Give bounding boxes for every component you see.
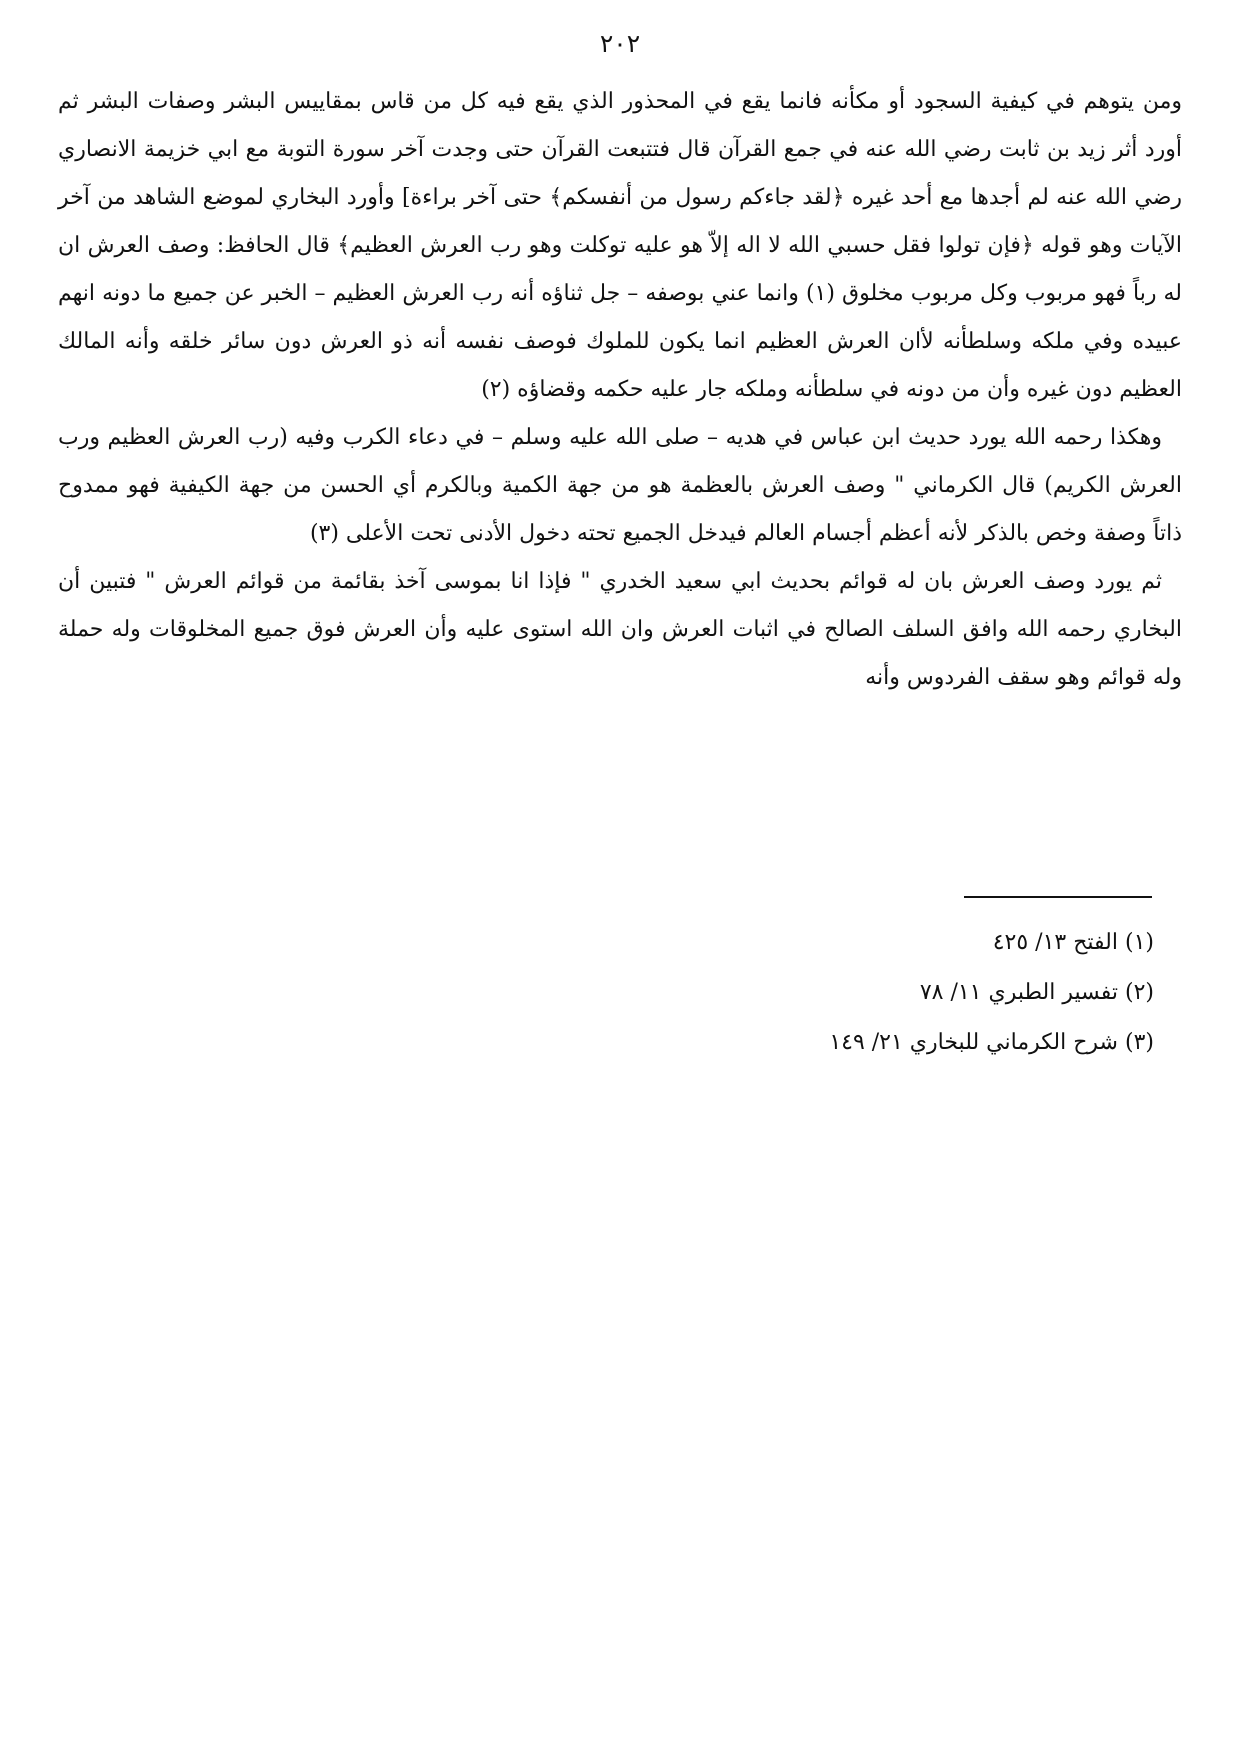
page-number: ٢٠٢ (599, 29, 641, 58)
paragraph-1: ومن يتوهم في كيفية السجود أو مكأنه فانما يقع في المحذور الذي يقع فيه كل من قاس بمقاييس البشر وصفات البشر ثم أورد أثر زيد بن ثابت رضي الله عنه في جمع القرآن قال فتتبعت القرآن حتى وجدت آخر سورة التوبة مع ابي خزيمة الانصاري رضي الله عنه لم أجدها مع أحد غيره ﴿لقد جاءكم رسول من أنفسكم﴾ حتى آخر براءة] وأورد البخاري لموضع الشاهد من آخر الآيات وهو قوله ﴿فإن تولوا فقل حسبي الله لا اله إلاّ هو عليه توكلت وهو رب العرش العظيم﴾ قال الحافظ: وصف العرش ان له رباً فهو مربوب وكل مربوب مخلوق (١) وانما عني بوصفه – جل ثناؤه أنه رب العرش العظيم – الخبر عن جميع ما دونه انهم عبيده وفي ملكه وسلطأنه لأان العرش العظيم انما يكون للملوك فوصف نفسه أنه ذو العرش دون سائر خلقه وأنه المالك العظيم دون غيره وأن من دونه في سلطأنه وملكه جار عليه حكمه وقضاؤه (٢) (58, 89, 1183, 402)
footnotes (554, 918, 1154, 1068)
footnote-separator (964, 896, 1152, 898)
footnote-2: (٢) تفسير الطبري ١١/ ٧٨ (919, 980, 1154, 1005)
paragraph-2: وهكذا رحمه الله يورد حديث ابن عباس في هديه – صلى الله عليه وسلم – في دعاء الكرب وفيه (رب العرش العظيم ورب العرش الكريم) قال الكرماني " وصف العرش بالعظمة هو من جهة الكمية وبالكرم أي الحسن من جهة الكيفية فهو ممدوح ذاتاً وصفة وخص بالذكر لأنه أعظم أجسام العالم فيدخل الجميع تحته دخول الأدنى تحت الأعلى (٣) (58, 425, 1182, 546)
footnote-1: (١) الفتح ١٣/ ٤٢٥ (992, 930, 1154, 955)
paragraph-3: ثم يورد وصف العرش بان له قوائم بحديث ابي سعيد الخدري " فإذا انا بموسى آخذ بقائمة من قوائم العرش " فتبين أن البخاري رحمه الله وافق السلف الصالح في اثبات العرش وان الله استوى عليه وأن العرش فوق جميع المخلوقات وله حملة وله قوائم وهو سقف الفردوس وأنه (58, 569, 1182, 690)
body-text (58, 78, 1182, 702)
footnote-3: (٣) شرح الكرماني للبخاري ٢١/ ١٤٩ (829, 1030, 1154, 1055)
